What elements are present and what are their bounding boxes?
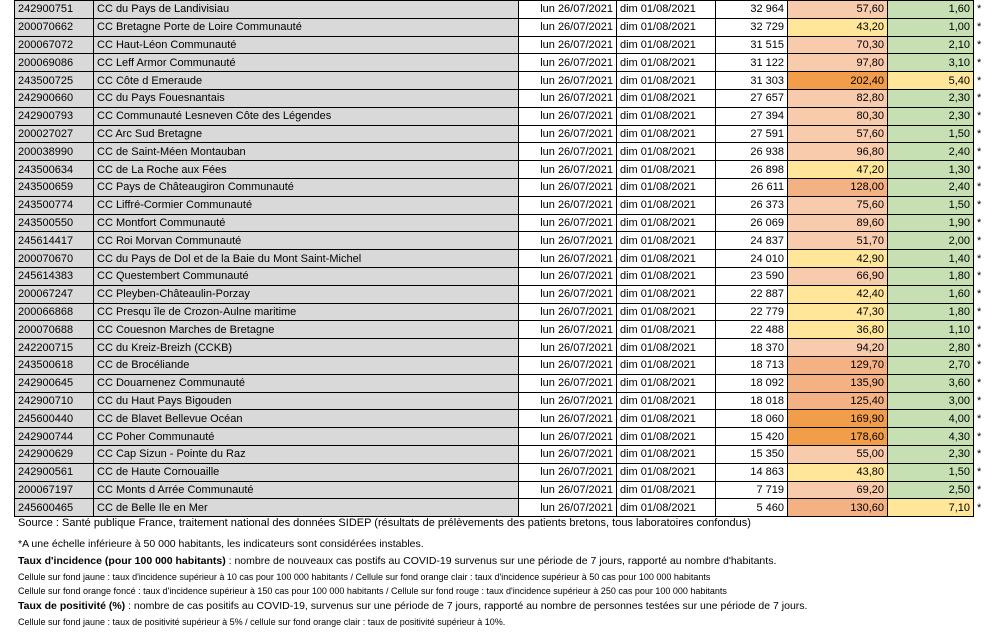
population-cell: 26 611 (716, 178, 788, 196)
table-row (15, 356, 991, 374)
positivity-cell: 1,80 (888, 303, 974, 321)
incidence-cell: 128,00 (788, 178, 888, 196)
epci-code-cell: 242900561 (15, 463, 94, 481)
population-cell: 18 092 (716, 374, 788, 392)
table-row (15, 36, 991, 54)
end-date-cell: dim 01/08/2021 (617, 1, 716, 19)
incidence-cell: 51,70 (788, 232, 888, 250)
epci-name-cell: CC du Kreiz-Breizh (CCKB) (94, 339, 519, 357)
epci-code-cell: 245600440 (15, 410, 94, 428)
epci-name-cell: CC Roi Morvan Communauté (94, 232, 519, 250)
positivity-cell: 2,40 (888, 178, 974, 196)
population-cell: 18 713 (716, 356, 788, 374)
instability-flag: * (977, 359, 982, 372)
positivity-title: Taux de positivité (%) (18, 600, 126, 612)
incidence-legend-2: Cellule sur fond orange foncé : taux d'incidence supérieur à 150 cas pour 100 000 habitants / Cellule sur fond rouge : taux d'incidence supérieur à 250 cas pour 100 000 habitants (18, 586, 727, 596)
population-cell: 27 657 (716, 89, 788, 107)
population-cell: 32 729 (716, 18, 788, 36)
end-date-cell: dim 01/08/2021 (617, 107, 716, 125)
end-date-cell: dim 01/08/2021 (617, 18, 716, 36)
end-date-cell: dim 01/08/2021 (617, 339, 716, 357)
end-date-cell: dim 01/08/2021 (617, 481, 716, 499)
epci-name-cell: CC Haut-Léon Communauté (94, 36, 519, 54)
incidence-cell: 66,90 (788, 267, 888, 285)
instability-flag: * (977, 21, 982, 34)
positivity-cell: 2,30 (888, 107, 974, 125)
table-row (15, 196, 991, 214)
table-row (15, 463, 991, 481)
end-date-cell: dim 01/08/2021 (617, 428, 716, 446)
table-row (15, 54, 991, 72)
incidence-legend-1: Cellule sur fond jaune : taux d'incidence supérieur à 10 cas pour 100 000 habitants / Cellule sur fond orange clair : taux d'incidence supérieur à 50 cas pour 100 000 habitants (18, 572, 711, 582)
population-cell: 26 898 (716, 161, 788, 179)
epci-name-cell: CC de La Roche aux Fées (94, 161, 519, 179)
incidence-cell: 80,30 (788, 107, 888, 125)
start-date-cell: lun 26/07/2021 (519, 196, 617, 214)
instability-flag: * (977, 483, 982, 496)
start-date-cell: lun 26/07/2021 (519, 143, 617, 161)
epci-name-cell: CC de Haute Cornouaille (94, 463, 519, 481)
population-cell: 27 394 (716, 107, 788, 125)
table-row (15, 321, 991, 339)
positivity-legend: Cellule sur fond jaune : taux de positivité supérieur à 5% / cellule sur fond orange clair : taux de positivité supérieur à 10%. (18, 617, 506, 627)
population-cell: 31 303 (716, 72, 788, 90)
incidence-cell: 129,70 (788, 356, 888, 374)
instability-flag: * (977, 3, 982, 16)
positivity-cell: 2,70 (888, 356, 974, 374)
positivity-cell: 1,90 (888, 214, 974, 232)
table-row (15, 428, 991, 446)
table-row (15, 250, 991, 268)
end-date-cell: dim 01/08/2021 (617, 392, 716, 410)
instability-flag: * (977, 181, 982, 194)
start-date-cell: lun 26/07/2021 (519, 232, 617, 250)
instability-flag: * (977, 163, 982, 176)
epci-name-cell: CC Côte d Emeraude (94, 72, 519, 90)
start-date-cell: lun 26/07/2021 (519, 463, 617, 481)
start-date-cell: lun 26/07/2021 (519, 445, 617, 463)
positivity-cell: 2,40 (888, 143, 974, 161)
end-date-cell: dim 01/08/2021 (617, 161, 716, 179)
positivity-cell: 3,10 (888, 54, 974, 72)
incidence-def-text: : nombre de nouveaux cas postifs au COVID-19 survenus sur une période de 7 jours, rapporté au nombre d'habitants. (225, 555, 777, 567)
start-date-cell: lun 26/07/2021 (519, 392, 617, 410)
start-date-cell: lun 26/07/2021 (519, 356, 617, 374)
start-date-cell: lun 26/07/2021 (519, 36, 617, 54)
table-row (15, 72, 991, 90)
positivity-cell: 2,10 (888, 36, 974, 54)
epci-name-cell: CC Poher Communauté (94, 428, 519, 446)
incidence-cell: 96,80 (788, 143, 888, 161)
population-cell: 18 060 (716, 410, 788, 428)
population-cell: 26 373 (716, 196, 788, 214)
footnotes (18, 516, 993, 629)
start-date-cell: lun 26/07/2021 (519, 54, 617, 72)
end-date-cell: dim 01/08/2021 (617, 89, 716, 107)
start-date-cell: lun 26/07/2021 (519, 107, 617, 125)
epci-name-cell: CC de Brocéliande (94, 356, 519, 374)
end-date-cell: dim 01/08/2021 (617, 267, 716, 285)
incidence-cell: 43,80 (788, 463, 888, 481)
incidence-cell: 36,80 (788, 321, 888, 339)
epci-name-cell: CC du Haut Pays Bigouden (94, 392, 519, 410)
population-cell: 14 863 (716, 463, 788, 481)
end-date-cell: dim 01/08/2021 (617, 72, 716, 90)
incidence-cell: 178,60 (788, 428, 888, 446)
epci-code-cell: 200070688 (15, 321, 94, 339)
start-date-cell: lun 26/07/2021 (519, 250, 617, 268)
end-date-cell: dim 01/08/2021 (617, 54, 716, 72)
instability-flag: * (977, 216, 982, 229)
end-date-cell: dim 01/08/2021 (617, 285, 716, 303)
population-cell: 26 938 (716, 143, 788, 161)
end-date-cell: dim 01/08/2021 (617, 125, 716, 143)
end-date-cell: dim 01/08/2021 (617, 303, 716, 321)
population-cell: 24 837 (716, 232, 788, 250)
positivity-cell: 1,50 (888, 463, 974, 481)
table-body (15, 1, 991, 517)
start-date-cell: lun 26/07/2021 (519, 1, 617, 19)
population-cell: 18 018 (716, 392, 788, 410)
instability-flag: * (977, 38, 982, 51)
epci-name-cell: CC Cap Sizun - Pointe du Raz (94, 445, 519, 463)
incidence-cell: 70,30 (788, 36, 888, 54)
start-date-cell: lun 26/07/2021 (519, 481, 617, 499)
instability-flag: * (977, 377, 982, 390)
epci-name-cell: CC Pleyben-Châteaulin-Porzay (94, 285, 519, 303)
end-date-cell: dim 01/08/2021 (617, 374, 716, 392)
instability-flag: * (977, 110, 982, 123)
start-date-cell: lun 26/07/2021 (519, 321, 617, 339)
positivity-cell: 7,10 (888, 499, 974, 517)
epci-code-cell: 200070670 (15, 250, 94, 268)
instability-flag: * (977, 466, 982, 479)
epci-code-cell: 200027027 (15, 125, 94, 143)
epci-name-cell: CC du Pays de Landivisiau (94, 1, 519, 19)
epci-name-cell: CC Liffré-Cormier Communauté (94, 196, 519, 214)
epci-code-cell: 242900793 (15, 107, 94, 125)
start-date-cell: lun 26/07/2021 (519, 267, 617, 285)
epci-code-cell: 242900744 (15, 428, 94, 446)
instability-flag: * (977, 270, 982, 283)
table-row (15, 410, 991, 428)
table-row (15, 161, 991, 179)
epci-code-cell: 242200715 (15, 339, 94, 357)
incidence-cell: 42,40 (788, 285, 888, 303)
epci-name-cell: CC de Belle Ile en Mer (94, 499, 519, 517)
positivity-def-text: : nombre de cas positifs au COVID-19, survenus sur une période de 7 jours, rapporté au nombre de personnes testées sur une période de 7 jours. (125, 600, 808, 612)
population-cell: 26 069 (716, 214, 788, 232)
population-cell: 15 420 (716, 428, 788, 446)
epci-code-cell: 200038990 (15, 143, 94, 161)
epci-code-cell: 242900710 (15, 392, 94, 410)
positivity-cell: 1,50 (888, 125, 974, 143)
incidence-cell: 97,80 (788, 54, 888, 72)
positivity-cell: 2,00 (888, 232, 974, 250)
epci-code-cell: 245614383 (15, 267, 94, 285)
positivity-cell: 1,10 (888, 321, 974, 339)
positivity-cell: 1,80 (888, 267, 974, 285)
table-row (15, 143, 991, 161)
epci-name-cell: CC de Blavet Bellevue Océan (94, 410, 519, 428)
table-row (15, 374, 991, 392)
epci-code-cell: 245600465 (15, 499, 94, 517)
instability-flag: * (977, 92, 982, 105)
population-cell: 22 779 (716, 303, 788, 321)
epci-code-cell: 242900751 (15, 1, 94, 19)
start-date-cell: lun 26/07/2021 (519, 214, 617, 232)
incidence-cell: 57,60 (788, 1, 888, 19)
incidence-cell: 125,40 (788, 392, 888, 410)
incidence-cell: 47,20 (788, 161, 888, 179)
instability-flag: * (977, 394, 982, 407)
start-date-cell: lun 26/07/2021 (519, 499, 617, 517)
epci-name-cell: CC Monts d Arrée Communauté (94, 481, 519, 499)
table-row (15, 392, 991, 410)
positivity-definition (18, 598, 993, 615)
incidence-cell: 43,20 (788, 18, 888, 36)
start-date-cell: lun 26/07/2021 (519, 125, 617, 143)
table-row (15, 285, 991, 303)
epci-code-cell: 200067247 (15, 285, 94, 303)
epci-code-cell: 200066868 (15, 303, 94, 321)
epci-code-cell: 200069086 (15, 54, 94, 72)
table-row (15, 1, 991, 19)
start-date-cell: lun 26/07/2021 (519, 428, 617, 446)
end-date-cell: dim 01/08/2021 (617, 196, 716, 214)
epci-name-cell: CC Couesnon Marches de Bretagne (94, 321, 519, 339)
incidence-cell: 169,90 (788, 410, 888, 428)
table-row (15, 178, 991, 196)
incidence-cell: 135,90 (788, 374, 888, 392)
instability-flag: * (977, 199, 982, 212)
table-row (15, 125, 991, 143)
incidence-cell: 75,60 (788, 196, 888, 214)
incidence-cell: 47,30 (788, 303, 888, 321)
small-scale-note: *A une échelle inférieure à 50 000 habitants, les indicateurs sont considérées instables. (18, 538, 424, 550)
instability-flag: * (977, 323, 982, 336)
population-cell: 15 350 (716, 445, 788, 463)
epci-code-cell: 200067197 (15, 481, 94, 499)
instability-flag: * (977, 412, 982, 425)
table-row (15, 339, 991, 357)
positivity-cell: 3,00 (888, 392, 974, 410)
epci-name-cell: CC du Pays Fouesnantais (94, 89, 519, 107)
incidence-cell: 130,60 (788, 499, 888, 517)
instability-flag: * (977, 305, 982, 318)
population-cell: 32 964 (716, 1, 788, 19)
start-date-cell: lun 26/07/2021 (519, 18, 617, 36)
start-date-cell: lun 26/07/2021 (519, 303, 617, 321)
positivity-cell: 3,60 (888, 374, 974, 392)
end-date-cell: dim 01/08/2021 (617, 36, 716, 54)
positivity-cell: 1,60 (888, 285, 974, 303)
incidence-cell: 57,60 (788, 125, 888, 143)
population-cell: 5 460 (716, 499, 788, 517)
epci-name-cell: CC Bretagne Porte de Loire Communauté (94, 18, 519, 36)
epci-code-cell: 243500725 (15, 72, 94, 90)
positivity-cell: 1,00 (888, 18, 974, 36)
end-date-cell: dim 01/08/2021 (617, 410, 716, 428)
start-date-cell: lun 26/07/2021 (519, 339, 617, 357)
source-note: Source : Santé publique France, traitement national des données SIDEP (résultats de prélèvements des patients bretons, tous laboratoires confondus) (18, 517, 751, 529)
population-cell: 31 515 (716, 36, 788, 54)
table-row (15, 499, 991, 517)
positivity-cell: 1,60 (888, 1, 974, 19)
table-row (15, 89, 991, 107)
positivity-cell: 5,40 (888, 72, 974, 90)
positivity-cell: 2,80 (888, 339, 974, 357)
instability-flag: * (977, 288, 982, 301)
end-date-cell: dim 01/08/2021 (617, 232, 716, 250)
end-date-cell: dim 01/08/2021 (617, 321, 716, 339)
table-row (15, 18, 991, 36)
population-cell: 22 887 (716, 285, 788, 303)
incidence-cell: 202,40 (788, 72, 888, 90)
start-date-cell: lun 26/07/2021 (519, 72, 617, 90)
population-cell: 27 591 (716, 125, 788, 143)
instability-flag: * (977, 501, 982, 514)
epci-code-cell: 200067072 (15, 36, 94, 54)
epci-name-cell: CC Montfort Communauté (94, 214, 519, 232)
table-row (15, 107, 991, 125)
incidence-cell: 89,60 (788, 214, 888, 232)
population-cell: 23 590 (716, 267, 788, 285)
epci-name-cell: CC de Saint-Méen Montauban (94, 143, 519, 161)
population-cell: 18 370 (716, 339, 788, 357)
epci-code-cell: 243500659 (15, 178, 94, 196)
start-date-cell: lun 26/07/2021 (519, 374, 617, 392)
instability-flag: * (977, 234, 982, 247)
epci-name-cell: CC Pays de Châteaugiron Communauté (94, 178, 519, 196)
positivity-cell: 4,00 (888, 410, 974, 428)
table-row (15, 267, 991, 285)
end-date-cell: dim 01/08/2021 (617, 445, 716, 463)
positivity-cell: 2,30 (888, 445, 974, 463)
instability-flag: * (977, 56, 982, 69)
incidence-cell: 42,90 (788, 250, 888, 268)
incidence-cell: 69,20 (788, 481, 888, 499)
instability-flag: * (977, 74, 982, 87)
start-date-cell: lun 26/07/2021 (519, 285, 617, 303)
table-row (15, 445, 991, 463)
positivity-cell: 2,30 (888, 89, 974, 107)
population-cell: 24 010 (716, 250, 788, 268)
end-date-cell: dim 01/08/2021 (617, 214, 716, 232)
end-date-cell: dim 01/08/2021 (617, 178, 716, 196)
epci-name-cell: CC Questembert Communauté (94, 267, 519, 285)
instability-flag: * (977, 252, 982, 265)
epci-code-cell: 243500550 (15, 214, 94, 232)
start-date-cell: lun 26/07/2021 (519, 178, 617, 196)
epci-name-cell: CC Douarnenez Communauté (94, 374, 519, 392)
population-cell: 7 719 (716, 481, 788, 499)
instability-flag: * (977, 127, 982, 140)
incidence-cell: 55,00 (788, 445, 888, 463)
table-row (15, 214, 991, 232)
instability-flag: * (977, 430, 982, 443)
end-date-cell: dim 01/08/2021 (617, 356, 716, 374)
epci-code-cell: 243500774 (15, 196, 94, 214)
epci-code-cell: 243500634 (15, 161, 94, 179)
incidence-title: Taux d'incidence (pour 100 000 habitants) (18, 555, 226, 567)
epci-name-cell: CC Leff Armor Communauté (94, 54, 519, 72)
incidence-cell: 94,20 (788, 339, 888, 357)
epci-name-cell: CC Presqu île de Crozon-Aulne maritime (94, 303, 519, 321)
epci-code-cell: 242900629 (15, 445, 94, 463)
start-date-cell: lun 26/07/2021 (519, 410, 617, 428)
end-date-cell: dim 01/08/2021 (617, 250, 716, 268)
end-date-cell: dim 01/08/2021 (617, 499, 716, 517)
epci-code-cell: 242900660 (15, 89, 94, 107)
instability-flag: * (977, 448, 982, 461)
positivity-cell: 1,40 (888, 250, 974, 268)
table-row (15, 303, 991, 321)
epci-name-cell: CC Communauté Lesneven Côte des Légendes (94, 107, 519, 125)
table-row (15, 481, 991, 499)
positivity-cell: 4,30 (888, 428, 974, 446)
start-date-cell: lun 26/07/2021 (519, 89, 617, 107)
population-cell: 31 122 (716, 54, 788, 72)
end-date-cell: dim 01/08/2021 (617, 143, 716, 161)
table-row (15, 232, 991, 250)
epci-code-cell: 200070662 (15, 18, 94, 36)
epci-code-cell: 245614417 (15, 232, 94, 250)
incidence-cell: 82,80 (788, 89, 888, 107)
epci-name-cell: CC du Pays de Dol et de la Baie du Mont Saint-Michel (94, 250, 519, 268)
incidence-definition (18, 553, 993, 570)
start-date-cell: lun 26/07/2021 (519, 161, 617, 179)
epci-name-cell: CC Arc Sud Bretagne (94, 125, 519, 143)
epci-code-cell: 243500618 (15, 356, 94, 374)
positivity-cell: 1,30 (888, 161, 974, 179)
epci-code-cell: 242900645 (15, 374, 94, 392)
epci-indicators-table (14, 0, 991, 517)
positivity-cell: 1,50 (888, 196, 974, 214)
instability-flag: * (977, 145, 982, 158)
population-cell: 22 488 (716, 321, 788, 339)
end-date-cell: dim 01/08/2021 (617, 463, 716, 481)
positivity-cell: 2,50 (888, 481, 974, 499)
instability-flag: * (977, 341, 982, 354)
